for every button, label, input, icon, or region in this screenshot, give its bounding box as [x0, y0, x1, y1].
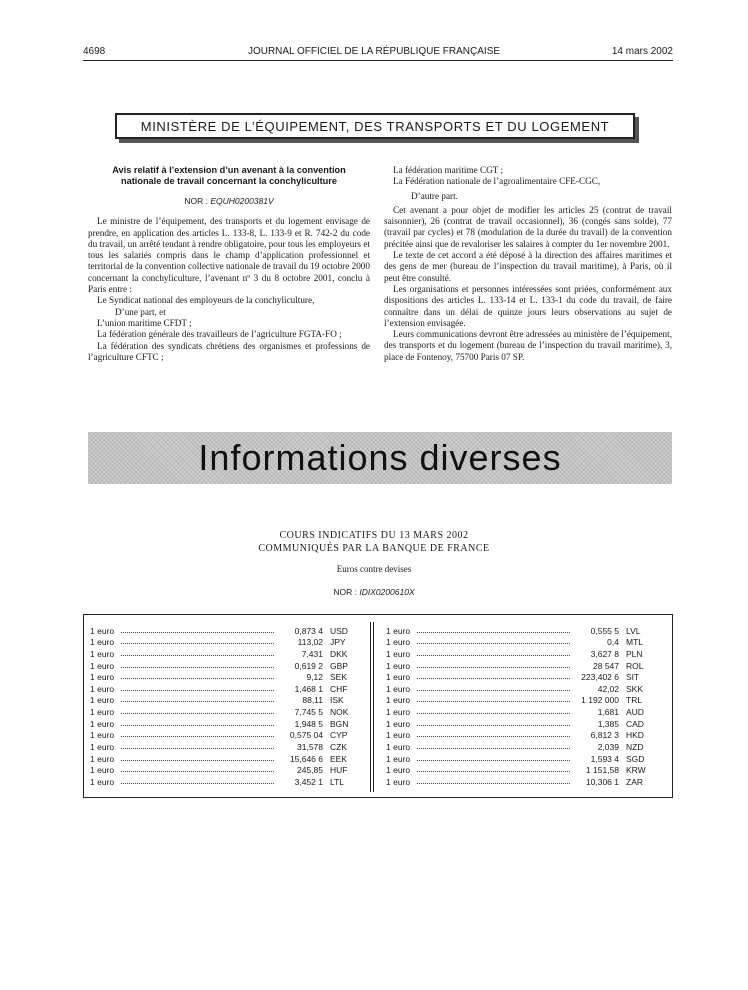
- rate-row: [90, 694, 360, 706]
- rate-label: 1 euro: [386, 776, 411, 787]
- column-separator: [370, 622, 374, 792]
- currency-code: GBP: [330, 660, 348, 671]
- rate-label: 1 euro: [90, 718, 115, 729]
- leader-dots: [417, 701, 570, 702]
- cours-nor: [0, 587, 748, 597]
- rate-label: 1 euro: [386, 707, 411, 718]
- currency-code: ROL: [626, 660, 644, 671]
- leader-dots: [121, 783, 274, 784]
- leader-dots: [417, 667, 570, 668]
- paragraph: D’autre part.: [411, 190, 458, 201]
- rate-value: 245,85: [297, 765, 323, 776]
- rate-value: 10,306 1: [585, 776, 619, 787]
- rate-label: 1 euro: [90, 672, 115, 683]
- rates-right-column: [386, 624, 656, 787]
- rate-label: 1 euro: [90, 765, 115, 776]
- avis-nor: [88, 196, 370, 207]
- rate-row: [386, 647, 656, 659]
- rate-row: [90, 775, 360, 787]
- leader-dots: [417, 632, 570, 633]
- paragraph: Le ministre de l’équipement, des transports et du logement envisage de prendre, en application des articles L. 133-8, L. 133-9 et R. 742-2 du code du travail, un arrêté tendant à rendre obligatoire, pour tous les employeurs et tous les salariés compris dans le champ d’application professionnel et territorial de la convention collective nationale de travail du 19 octobre 2000 concernant la conchyliculture, l’avenant nº 3 du 8 octobre 2001, conclu à Paris entre :: [88, 216, 370, 295]
- currency-code: CZK: [330, 742, 347, 753]
- rate-row: [90, 671, 360, 683]
- leader-dots: [121, 678, 274, 679]
- rate-row: [386, 764, 656, 776]
- rate-row: [386, 624, 656, 636]
- cours-title-line-2: COMMUNIQUÉS PAR LA BANQUE DE FRANCE: [258, 543, 490, 554]
- leader-dots: [121, 655, 274, 656]
- leader-dots: [121, 667, 274, 668]
- currency-code: LVL: [626, 625, 641, 636]
- rate-value: 28 547: [593, 660, 619, 671]
- rate-row: [90, 752, 360, 764]
- currency-code: SEK: [330, 672, 348, 683]
- rate-label: 1 euro: [386, 742, 411, 753]
- rate-row: [90, 636, 360, 648]
- leader-dots: [417, 725, 570, 726]
- currency-code: SGD: [626, 753, 645, 764]
- rate-label: 1 euro: [90, 683, 115, 694]
- rate-label: 1 euro: [386, 765, 411, 776]
- paragraph: La fédération des syndicats chrétiens des organismes et professions de l’agriculture CFTC ;: [88, 340, 370, 362]
- rate-value: 1,681: [597, 707, 619, 718]
- leader-dots: [417, 690, 570, 691]
- rate-value: 1,948 5: [294, 718, 323, 729]
- nor-code: EQUH0200381V: [210, 196, 274, 206]
- rate-label: 1 euro: [386, 730, 411, 741]
- rate-value: 31,578: [297, 742, 323, 753]
- rate-row: [90, 717, 360, 729]
- rate-label: 1 euro: [90, 637, 115, 648]
- rate-value: 88,11: [302, 695, 323, 706]
- paragraph: La fédération générale des travailleurs de l’agriculture FGTA-FO ;: [97, 329, 342, 340]
- rate-value: 0,4: [607, 637, 619, 648]
- rate-row: [386, 659, 656, 671]
- page-number: 4698: [83, 46, 106, 57]
- leader-dots: [417, 713, 570, 714]
- rate-row: [90, 647, 360, 659]
- rate-row: [386, 705, 656, 717]
- paragraph: Leurs communications devront être adressées au ministère de l’équipement, des transports et du logement (bureau de l’inspection du travail maritime), 3, place de Fontenoy, 75700 Paris 07 SP.: [384, 329, 672, 362]
- rate-row: [90, 764, 360, 776]
- rate-label: 1 euro: [386, 672, 411, 683]
- rate-value: 1,593 4: [590, 753, 619, 764]
- currency-code: MTL: [626, 637, 643, 648]
- rate-label: 1 euro: [386, 660, 411, 671]
- currency-code: PLN: [626, 648, 643, 659]
- paragraph: D’une part, et: [115, 306, 166, 317]
- rate-label: 1 euro: [90, 753, 115, 764]
- rate-row: [386, 729, 656, 741]
- rate-label: 1 euro: [90, 730, 115, 741]
- rate-label: 1 euro: [386, 625, 411, 636]
- leader-dots: [121, 713, 274, 714]
- rate-row: [386, 740, 656, 752]
- nor-label: NOR :: [184, 196, 208, 206]
- rate-row: [386, 694, 656, 706]
- leader-dots: [121, 632, 274, 633]
- rate-value: 7,745 5: [294, 707, 323, 718]
- header-rule: [83, 60, 673, 61]
- paragraph: La Fédération nationale de l’agroalimentaire CFE-CGC,: [393, 176, 601, 187]
- leader-dots: [417, 771, 570, 772]
- rate-value: 223,402 6: [581, 672, 619, 683]
- rate-label: 1 euro: [386, 637, 411, 648]
- currency-code: DKK: [330, 648, 348, 659]
- rate-row: [90, 729, 360, 741]
- nor-code: IDIX0200610X: [359, 587, 415, 597]
- currency-code: CAD: [626, 718, 644, 729]
- currency-code: JPY: [330, 637, 346, 648]
- rate-value: 6,812 3: [590, 730, 619, 741]
- currency-code: HUF: [330, 765, 348, 776]
- leader-dots: [417, 736, 570, 737]
- leader-dots: [417, 655, 570, 656]
- currency-code: NOK: [330, 707, 349, 718]
- leader-dots: [417, 748, 570, 749]
- rate-value: 1 192 000: [581, 695, 619, 706]
- cours-subtitle: Euros contre devises: [336, 564, 412, 574]
- journal-title: JOURNAL OFFICIEL DE LA RÉPUBLIQUE FRANÇAISE: [247, 46, 501, 57]
- rate-value: 7,431: [301, 648, 323, 659]
- paragraph: Les organisations et personnes intéressées sont priées, conformément aux dispositions des articles L. 133-14 et L. 133-1 du code du travail, de faire connaître dans un délai de quinze jours leurs observations au sujet de l’extension envisagée.: [384, 283, 672, 328]
- currency-code: AUD: [626, 707, 644, 718]
- rate-value: 0,873 4: [294, 625, 323, 636]
- avis-title: Avis relatif à l’extension d’un avenant à la convention nationale de travail concernant la conchyliculture: [112, 165, 346, 186]
- leader-dots: [121, 643, 274, 644]
- rate-value: 9,12: [306, 672, 323, 683]
- paragraph: La fédération maritime CGT ;: [393, 165, 504, 175]
- leader-dots: [121, 748, 274, 749]
- currency-code: TRL: [626, 695, 643, 706]
- rate-value: 1,468 1: [294, 683, 323, 694]
- leader-dots: [121, 760, 274, 761]
- rate-row: [386, 636, 656, 648]
- rate-row: [386, 682, 656, 694]
- currency-code: SIT: [626, 672, 640, 683]
- leader-dots: [417, 643, 570, 644]
- leader-dots: [121, 690, 274, 691]
- cours-title-line-1: COURS INDICATIFS DU 13 MARS 2002: [279, 530, 469, 541]
- paragraph: Le Syndicat national des employeurs de la conchyliculture,: [97, 295, 315, 306]
- currency-code: SKK: [626, 683, 644, 694]
- rate-row: [90, 705, 360, 717]
- rate-value: 0,619 2: [294, 660, 323, 671]
- rate-value: 0,575 04: [289, 730, 323, 741]
- leader-dots: [417, 760, 570, 761]
- paragraph: Le texte de cet accord a été déposé à la direction des affaires maritimes et des gens de mer (bureau de l’inspection du travail maritime), à Paris, où il peut être consulté.: [384, 250, 672, 283]
- leader-dots: [121, 725, 274, 726]
- rate-value: 15,646 6: [289, 753, 323, 764]
- rate-label: 1 euro: [386, 683, 411, 694]
- nor-label: NOR :: [333, 587, 357, 597]
- currency-code: ZAR: [626, 776, 643, 787]
- rate-value: 1 151,58: [585, 765, 619, 776]
- rate-value: 3,452 1: [294, 776, 323, 787]
- rate-label: 1 euro: [90, 625, 115, 636]
- rate-label: 1 euro: [386, 648, 411, 659]
- leader-dots: [121, 771, 274, 772]
- ministry-heading: [115, 113, 635, 139]
- rate-value: 113,02: [297, 637, 323, 648]
- currency-code: USD: [330, 625, 348, 636]
- leader-dots: [121, 736, 274, 737]
- rate-label: 1 euro: [386, 695, 411, 706]
- rate-label: 1 euro: [386, 753, 411, 764]
- rate-value: 42,02: [597, 683, 619, 694]
- rate-row: [90, 740, 360, 752]
- rate-value: 1,385: [597, 718, 619, 729]
- rate-row: [90, 624, 360, 636]
- rate-row: [90, 682, 360, 694]
- rate-row: [386, 752, 656, 764]
- section-banner: [88, 432, 672, 484]
- rate-label: 1 euro: [90, 742, 115, 753]
- rate-row: [386, 775, 656, 787]
- rate-label: 1 euro: [90, 707, 115, 718]
- rate-row: [90, 659, 360, 671]
- currency-code: NZD: [626, 742, 644, 753]
- rate-label: 1 euro: [90, 695, 115, 706]
- rate-label: 1 euro: [90, 776, 115, 787]
- rate-value: 2,039: [597, 742, 619, 753]
- currency-code: EEK: [330, 753, 348, 764]
- rate-value: 3,627 8: [590, 648, 619, 659]
- avis-right-column: [384, 165, 672, 363]
- currency-code: KRW: [626, 765, 646, 776]
- rate-label: 1 euro: [90, 660, 115, 671]
- paragraph: L’union maritime CFDT ;: [97, 317, 192, 328]
- section-banner-title: Informations diverses: [198, 437, 562, 478]
- rate-row: [386, 717, 656, 729]
- rate-label: 1 euro: [90, 648, 115, 659]
- currency-code: CYP: [330, 730, 348, 741]
- currency-code: ISK: [330, 695, 344, 706]
- currency-code: CHF: [330, 683, 348, 694]
- ministry-name: MINISTÈRE DE L’ÉQUIPEMENT, DES TRANSPORTS ET DU LOGEMENT: [140, 118, 610, 134]
- rates-left-column: [90, 624, 360, 787]
- rate-value: 0,555 5: [590, 625, 619, 636]
- avis-left-column: [88, 165, 370, 363]
- currency-code: HKD: [626, 730, 644, 741]
- currency-code: BGN: [330, 718, 349, 729]
- leader-dots: [417, 783, 570, 784]
- rate-row: [386, 671, 656, 683]
- currency-code: LTL: [330, 776, 345, 787]
- cours-heading: [0, 529, 748, 555]
- paragraph: Cet avenant a pour objet de modifier les articles 25 (contrat de travail saisonnier), 26 (contrat de travail occasionnel), 36 (congés sans solde), 77 (travail par cycles) et 78 (modulation de la durée du travail) de la convention précitée ainsi que de revaloriser les salaires à compter du 1er novembre 2001.: [384, 204, 672, 249]
- leader-dots: [417, 678, 570, 679]
- rate-label: 1 euro: [386, 718, 411, 729]
- leader-dots: [121, 701, 274, 702]
- issue-date: 14 mars 2002: [611, 46, 673, 57]
